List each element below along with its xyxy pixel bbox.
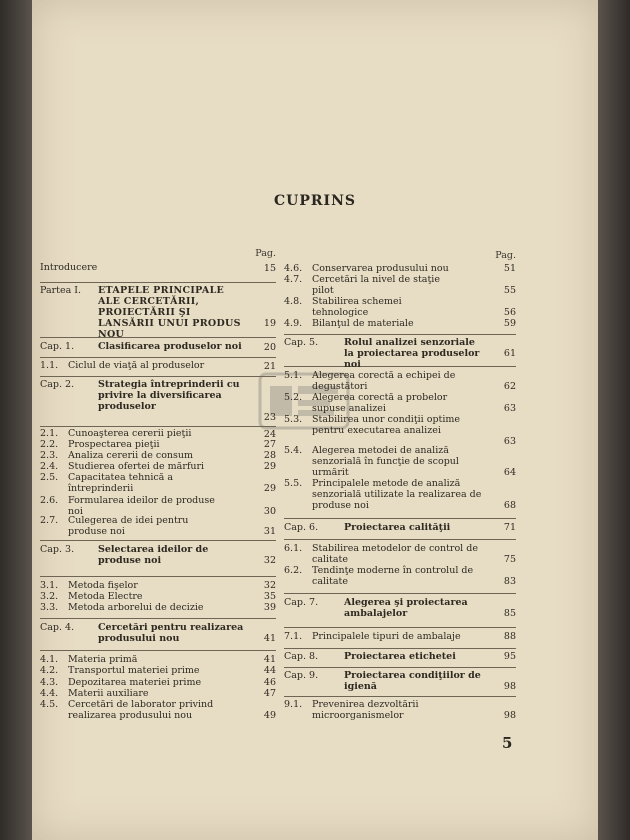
toc-divider	[284, 648, 516, 649]
toc-entry-page: 98	[503, 681, 516, 692]
toc-entry-page: 55	[503, 285, 516, 296]
toc-entry-page: 28	[263, 450, 276, 461]
toc-entry-page: 63	[503, 403, 516, 414]
toc-entry-number: Cap. 3.	[40, 544, 75, 555]
toc-entry-title: Stabilirea metodelor de control de calitate	[312, 543, 478, 565]
toc-entry	[284, 414, 516, 447]
toc-chapter-entry	[284, 337, 516, 370]
toc-entry-title: Alegerea corectă a echipei de degustători	[312, 370, 456, 392]
toc-entry	[40, 515, 276, 537]
toc-entry-title: Tendinţe moderne în controlul de calitate	[312, 565, 474, 587]
toc-entry-number: 2.1.	[40, 428, 59, 439]
toc-entry-title: Stabilirea unor condiţii optime pentru executarea analizei	[312, 414, 461, 436]
toc-entry	[40, 591, 276, 602]
toc-entry-title: Proiectarea calităţii	[344, 522, 451, 533]
toc-entry-page: 49	[263, 710, 276, 721]
toc-entry	[284, 370, 516, 392]
toc-entry	[284, 565, 516, 587]
toc-entry-title: Bilanţul de materiale	[312, 318, 414, 329]
toc-entry-number: 1.1.	[40, 360, 59, 371]
toc-divider	[40, 576, 276, 577]
toc-entry-number: 4.9.	[284, 318, 303, 329]
toc-entry-page: 71	[503, 522, 516, 533]
toc-entry-number: 6.2.	[284, 565, 303, 576]
toc-entry-title: Prospectarea pieţii	[68, 439, 160, 450]
toc-entry	[40, 699, 276, 721]
toc-entry-page: 29	[263, 461, 276, 472]
book-edge-right	[598, 0, 630, 840]
toc-entry-title: Cercetări la nivel de staţie pilot	[312, 274, 440, 296]
toc-chapter-entry	[284, 597, 516, 619]
toc-entry	[40, 472, 276, 494]
toc-entry-page: 23	[263, 412, 276, 423]
toc-divider	[284, 696, 516, 697]
toc-entry	[284, 296, 516, 318]
toc-entry	[40, 654, 276, 665]
toc-entry-number: 2.5.	[40, 472, 59, 483]
toc-divider	[40, 357, 276, 358]
toc-divider	[40, 618, 276, 619]
book-page	[32, 0, 598, 840]
toc-entry-title: Ciclul de viaţă al produselor	[68, 360, 205, 371]
toc-divider	[40, 376, 276, 377]
toc-entry-number: 5.1.	[284, 370, 303, 381]
toc-entry-number: Cap. 4.	[40, 622, 75, 633]
toc-entry-title: Transportul materiei prime	[68, 665, 200, 676]
toc-entry-title: Alegerea metodei de analiză senzorială în funcţie de scopul urmărit	[312, 445, 459, 478]
toc-entry-number: 4.3.	[40, 677, 59, 688]
toc-entry-title: Depozitarea materiei prime	[68, 677, 202, 688]
toc-entry-number: 4.4.	[40, 688, 59, 699]
toc-entry	[40, 439, 276, 450]
toc-entry-number: 7.1.	[284, 631, 303, 642]
toc-entry-page: 95	[503, 651, 516, 662]
toc-divider	[284, 539, 516, 540]
book-edge-left	[0, 0, 32, 840]
toc-entry-title: Formularea ideilor de produse noi	[68, 495, 215, 517]
toc-entry-number: 6.1.	[284, 543, 303, 554]
page-title: CUPRINS	[274, 193, 356, 209]
toc-entry	[284, 392, 516, 414]
toc-entry-title: Selectarea ideilor de produse noi	[98, 544, 209, 566]
toc-entry-number: 2.2.	[40, 439, 59, 450]
toc-entry-title: Alegerea corectă a probelor supuse analizei	[312, 392, 448, 414]
toc-entry-title: Culegerea de idei pentru produse noi	[68, 515, 189, 537]
toc-entry-page: 68	[503, 500, 516, 511]
toc-divider	[284, 518, 516, 519]
toc-entry	[40, 580, 276, 591]
toc-entry-title: Prevenirea dezvoltării microorganismelor	[312, 699, 419, 721]
toc-entry-page: 56	[503, 307, 516, 318]
toc-entry	[284, 445, 516, 478]
toc-entry-title: Analiza cererii de consum	[68, 450, 194, 461]
toc-entry-page: 29	[263, 483, 276, 494]
toc-entry-page: 24	[263, 429, 276, 440]
toc-entry-title: Cercetări pentru realizarea produsului nou	[98, 622, 244, 644]
toc-chapter-entry	[40, 622, 276, 644]
toc-entry-number: 3.3.	[40, 602, 59, 613]
toc-entry-number: 4.8.	[284, 296, 303, 307]
toc-entry-page: 61	[503, 348, 516, 359]
toc-divider	[40, 650, 276, 651]
toc-entry-title: Rolul analizei senzoriale la proiectarea produselor noi	[344, 337, 480, 370]
toc-entry-number: 4.2.	[40, 665, 59, 676]
toc-entry-page: 75	[503, 554, 516, 565]
toc-entry-title: Cercetări de laborator privind realizarea produsului nou	[68, 699, 214, 721]
toc-entry	[284, 543, 516, 565]
toc-entry	[284, 631, 516, 642]
toc-entry-number: 5.3.	[284, 414, 303, 425]
toc-entry-page: 27	[263, 439, 276, 450]
toc-entry-page: 19	[263, 318, 276, 329]
toc-entry-title: Proiectarea etichetei	[344, 651, 456, 662]
toc-entry-title: Cunoaşterea cererii pieţii	[68, 428, 192, 439]
toc-chapter-entry	[40, 341, 276, 353]
toc-entry-number: Cap. 6.	[284, 522, 319, 533]
toc-entry-title: Clasificarea produselor noi	[98, 341, 242, 352]
toc-entry	[284, 318, 516, 329]
toc-entry-page: 35	[263, 591, 276, 602]
toc-entry	[40, 688, 276, 699]
toc-divider	[284, 593, 516, 594]
toc-entry-page: 39	[263, 602, 276, 613]
toc-entry-number: 4.1.	[40, 654, 59, 665]
toc-entry-page: 41	[263, 633, 276, 644]
toc-chapter-entry	[284, 651, 516, 662]
toc-entry-page: 64	[503, 467, 516, 478]
toc-entry-page: 32	[263, 555, 276, 566]
toc-entry-page: 59	[503, 318, 516, 329]
toc-part-entry	[40, 285, 276, 340]
toc-entry-page: 46	[263, 677, 276, 688]
toc-entry-number: 5.4.	[284, 445, 303, 456]
toc-entry-page: 62	[503, 381, 516, 392]
toc-entry-page: 63	[503, 436, 516, 447]
toc-entry-page: 21	[263, 361, 276, 372]
toc-divider	[284, 627, 516, 628]
toc-entry	[40, 262, 276, 274]
toc-entry-page: 51	[503, 263, 516, 274]
toc-entry-number: Cap. 2.	[40, 379, 75, 390]
toc-entry	[40, 495, 276, 517]
toc-entry-title: Alegerea şi proiectarea ambalajelor	[344, 597, 468, 619]
toc-entry-page: 47	[263, 688, 276, 699]
toc-entry-page: 31	[263, 526, 276, 537]
toc-entry	[40, 665, 276, 676]
toc-entry-number: 5.2.	[284, 392, 303, 403]
toc-entry-title: Metoda Electre	[68, 591, 143, 602]
toc-entry-title: Metoda fişelor	[68, 580, 138, 591]
toc-entry-title: Conservarea produsului nou	[312, 263, 449, 274]
toc-entry-number: Cap. 7.	[284, 597, 319, 608]
toc-entry-number: Cap. 8.	[284, 651, 319, 662]
toc-chapter-entry	[40, 379, 276, 423]
toc-entry	[40, 360, 276, 372]
toc-entry	[40, 677, 276, 688]
toc-chapter-entry	[40, 544, 276, 566]
toc-entry-title: Studierea ofertei de mărfuri	[68, 461, 205, 472]
toc-chapter-entry	[284, 670, 516, 692]
toc-entry-page: 30	[263, 506, 276, 517]
toc-divider	[284, 334, 516, 335]
toc-entry	[284, 274, 516, 296]
toc-entry-page: 15	[263, 263, 276, 274]
toc-entry-number: 4.6.	[284, 263, 303, 274]
toc-entry-number: 9.1.	[284, 699, 303, 710]
toc-entry-title: Stabilirea schemei tehnologice	[312, 296, 402, 318]
toc-entry-title: Principalele metode de analiză senzorială utilizate la realizarea de produse noi	[312, 478, 482, 511]
toc-entry-number: Partea I.	[40, 285, 82, 296]
toc-divider	[284, 667, 516, 668]
toc-entry-page: 98	[503, 710, 516, 721]
toc-entry-number: 4.5.	[40, 699, 59, 710]
toc-entry-page: 44	[263, 665, 276, 676]
toc-entry-number: Cap. 9.	[284, 670, 319, 681]
toc-entry-title: Proiectarea condiţiilor de igienă	[344, 670, 481, 692]
toc-entry	[284, 478, 516, 511]
toc-chapter-entry	[284, 522, 516, 533]
toc-entry-page: 85	[503, 608, 516, 619]
page-number: 5	[502, 734, 513, 752]
toc-entry-title: Strategia întreprinderii cu privire la diversificarea produselor	[98, 379, 240, 412]
toc-entry	[40, 602, 276, 613]
toc-entry-title: Materia primă	[68, 654, 138, 665]
toc-entry-page: 32	[263, 580, 276, 591]
toc-entry-page: 88	[503, 631, 516, 642]
toc-entry-title: Metoda arborelui de decizie	[68, 602, 204, 613]
toc-entry-page: 41	[263, 654, 276, 665]
toc-entry-number: 2.3.	[40, 450, 59, 461]
toc-entry-number: Cap. 1.	[40, 341, 75, 352]
toc-entry-title: Principalele tipuri de ambalaje	[312, 631, 461, 642]
toc-entry-number: 4.7.	[284, 274, 303, 285]
toc-divider	[40, 282, 276, 283]
toc-entry-page: 20	[263, 342, 276, 353]
toc-entry	[40, 450, 276, 461]
toc-entry-page: 83	[503, 576, 516, 587]
toc-entry-number: 2.7.	[40, 515, 59, 526]
toc-entry-number: 3.1.	[40, 580, 59, 591]
toc-divider	[40, 426, 276, 427]
toc-divider	[40, 540, 276, 541]
toc-entry-number: 3.2.	[40, 591, 59, 602]
toc-entry	[40, 461, 276, 472]
toc-entry	[284, 263, 516, 274]
toc-entry-number: 2.6.	[40, 495, 59, 506]
toc-entry-title: ETAPELE PRINCIPALE ALE CERCETĂRII, PROIECTĂRII ŞI LANSĂRII UNUI PRODUS NOU	[98, 285, 241, 340]
toc-entry-title: Materii auxiliare	[68, 688, 149, 699]
toc-entry-title: Capacitatea tehnică a întreprinderii	[68, 472, 174, 494]
toc-entry-number: Cap. 5.	[284, 337, 319, 348]
toc-entry	[284, 699, 516, 721]
toc-entry-number: 5.5.	[284, 478, 303, 489]
toc-entry-number: 2.4.	[40, 461, 59, 472]
pag-label: Pag.	[495, 250, 516, 261]
toc-entry-title: Introducere	[40, 262, 98, 273]
pag-label: Pag.	[255, 248, 276, 259]
